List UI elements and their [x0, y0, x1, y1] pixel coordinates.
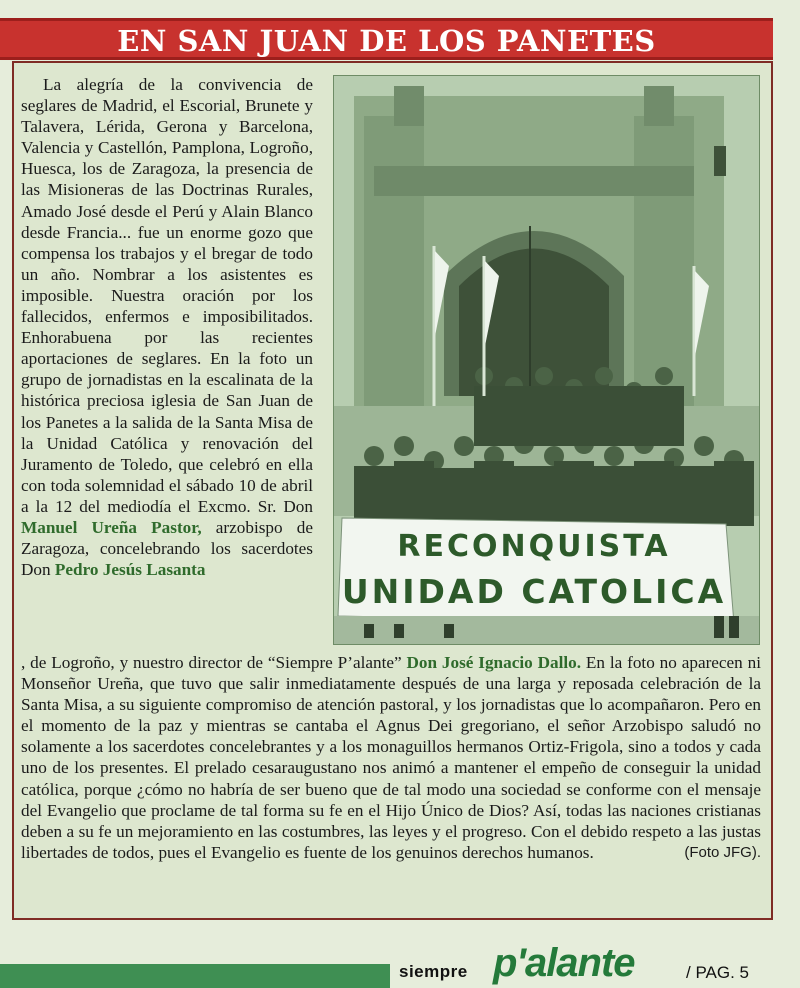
- title-banner: [0, 18, 773, 60]
- article-wide-body: En la foto no aparecen ni Monseñor Ureña, que tuvo que salir inmediatamente después de una larga y reposada celebración de la Santa Misa, a su siguiente compromiso de atención pastoral, y los jornadistas que lo acompañaron. Pero en el momento de la paz y mientras se cantaba el Agnus Dei gregoriano, el señor Arzobispo saludó no solamente a los sacerdotes concelebrantes y a los monaguillos hermanos Ortiz-Frigola, sino a todos y cada uno de los presentes. El prelado cesaraugustano nos animó a mantener el empeño de conseguir la unidad católica, porque ¿cómo no habría de ser bueno que de tal modo una sociedad se conforme con el mensaje del Evangelio que proclame de tal forma su fe en el Hijo Único de Dios? Así, todas las naciones cristianas deben a su fe un mejoramiento en las costumbres, las leyes y el progreso. Con el debido respeto a las justas libertades de todos, pues el Evangelio es fuente de los genuinos derechos humanos.: [21, 653, 762, 862]
- photo-credit: (Foto JFG).: [684, 843, 761, 861]
- page-number: / PAG. 5: [686, 963, 749, 982]
- photo-banner-line-1: RECONQUISTA: [397, 529, 671, 564]
- footer-brand-logo: p'alante: [493, 941, 635, 985]
- article-wide-text: [21, 652, 761, 863]
- group-photo: [333, 75, 760, 645]
- person-name-lasanta: Pedro Jesús Lasanta: [54, 560, 206, 580]
- person-name-dallo: Don José Ignacio Dallo.: [406, 653, 582, 672]
- photo-banner-line-2: UNIDAD CATOLICA: [341, 572, 727, 611]
- person-name-urena: Manuel Ureña Pastor,: [21, 517, 202, 537]
- article-wide-start: , de Logroño, y nuestro director de “Siempre P’alante”: [21, 653, 407, 672]
- article-paragraph-start: La alegría de la convivencia de seglares de Madrid, el Escorial, Brunete y Talavera, Lérida, Gerona y Barcelona, Valencia y Castellón, Pamplona, Logroño, Huesca, los de Zaragoza, la presencia de las Misioneras de las Doctrinas Rurales, Amado José desde el Perú y Alain Blanco desde Francia... fue un enorme gozo que compensa los trabajos y el bregar de todo un año. Nombrar a los asistentes es imposible. Nuestra oración por los fallecidos, enfermos e imposibilitados. Enhorabuena por las recientes aportaciones de seglares. En la foto un grupo de jornadistas en la escalinata de la histórica preciosa iglesia de San Juan de los Panetes a la salida de la Santa Misa de la Unidad Católica y renovación del Juramento de Toledo, que celebró en ella con toda solemnidad el sábado 10 de abril a la 12 del mediodía el Excmo. Sr. Don: [21, 75, 313, 516]
- article-column-text: [21, 74, 313, 580]
- page-title: EN SAN JUAN DE LOS PANETES: [117, 24, 656, 58]
- article-paragraph-cont: arzobispo de Zaragoza, concelebrando los sacerdotes Don: [21, 517, 313, 580]
- footer-band: [0, 964, 390, 988]
- footer-prefix: siempre: [399, 962, 468, 981]
- church-steps-image: [334, 76, 759, 644]
